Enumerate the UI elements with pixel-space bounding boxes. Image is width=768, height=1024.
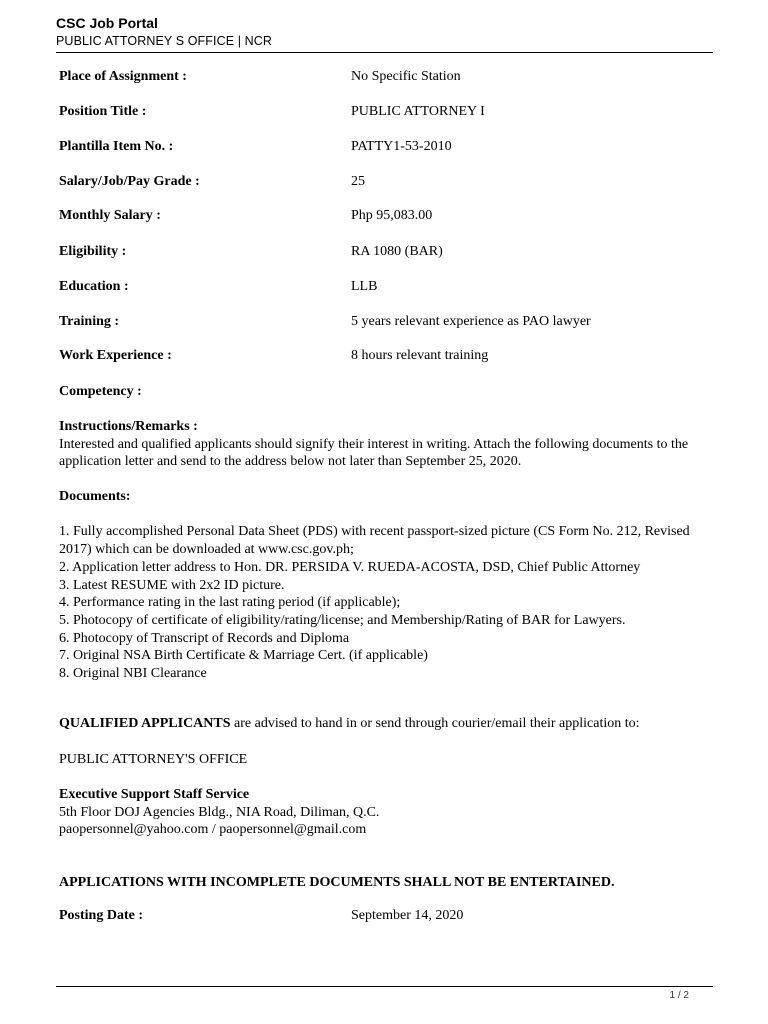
field-value: RA 1080 (BAR) [351, 244, 443, 259]
address-block [59, 786, 709, 839]
document-item: 7. Original NSA Birth Certificate & Marriage Cert. (if applicable) [59, 648, 428, 664]
document-item: 6. Photocopy of Transcript of Records and Diploma [59, 630, 350, 646]
page-number: 1 / 2 [669, 990, 689, 1001]
field-value: 25 [351, 174, 365, 189]
field-label: Training : [59, 314, 120, 329]
field-label: Position Title : [59, 104, 147, 119]
address-unit: Executive Support Staff Service [59, 787, 250, 802]
address-line: 5th Floor DOJ Agencies Bldg., NIA Road, Diliman, Q.C. [59, 804, 380, 820]
qualified-applicants-text: are advised to hand in or send through courier/email their application to: [230, 716, 640, 731]
document-item: 5. Photocopy of certificate of eligibility/rating/license; and Membership/Rating of BAR for Lawyers. [59, 612, 626, 628]
field-plantilla-item [59, 139, 699, 159]
instructions-text: Interested and qualified applicants should signify their interest in writing. Attach the following documents to the application letter and send to the address below not later than September 25, 2020. [59, 436, 689, 470]
documents-list [59, 523, 709, 682]
field-posting-date [59, 908, 699, 928]
document-item: 2. Application letter address to Hon. DR. PERSIDA V. RUEDA-ACOSTA, DSD, Chief Public Attorney [59, 559, 641, 575]
field-value: 8 hours relevant training [351, 348, 489, 363]
field-label: Posting Date : [59, 908, 143, 923]
contact-emails: paopersonnel@yahoo.com / paopersonnel@gmail.com [59, 822, 367, 838]
field-label: Work Experience : [59, 348, 172, 363]
field-value: No Specific Station [351, 69, 461, 84]
document-item: 4. Performance rating in the last rating period (if applicable); [59, 595, 401, 611]
field-salary-grade [59, 174, 699, 194]
field-place-of-assignment [59, 69, 699, 89]
field-education [59, 279, 699, 299]
instructions-heading: Instructions/Remarks : [59, 419, 198, 434]
qualified-applicants-emphasis: QUALIFIED APPLICANTS [59, 716, 231, 731]
office-name: PUBLIC ATTORNEY'S OFFICE [59, 752, 248, 767]
field-label: Salary/Job/Pay Grade : [59, 174, 200, 189]
header-divider [56, 52, 713, 53]
field-position-title [59, 104, 699, 124]
field-value: September 14, 2020 [351, 908, 464, 923]
field-eligibility [59, 244, 699, 264]
documents-heading: Documents: [59, 489, 131, 504]
field-value: LLB [351, 279, 378, 294]
field-value: PATTY1-53-2010 [351, 139, 452, 154]
portal-title: CSC Job Portal [56, 15, 158, 31]
field-training [59, 314, 699, 334]
field-label: Place of Assignment : [59, 69, 187, 84]
field-label: Competency : [59, 384, 142, 399]
portal-subtitle: PUBLIC ATTORNEY S OFFICE | NCR [56, 34, 273, 48]
field-monthly-salary [59, 208, 699, 228]
document-item: 8. Original NBI Clearance [59, 666, 207, 682]
field-value: PUBLIC ATTORNEY I [351, 104, 485, 119]
footer-divider [56, 986, 713, 987]
field-value: Php 95,083.00 [351, 208, 433, 223]
documents-section [59, 488, 709, 683]
document-item: 3. Latest RESUME with 2x2 ID picture. [59, 577, 285, 593]
field-label: Eligibility : [59, 244, 127, 259]
incomplete-documents-warning: APPLICATIONS WITH INCOMPLETE DOCUMENTS SHALL NOT BE ENTERTAINED. [59, 875, 615, 890]
instructions-section [59, 418, 709, 471]
document-item: 1. Fully accomplished Personal Data Sheet (PDS) with recent passport-sized picture (CS Form No. 212, Revised 2017) which can be downloaded at www.csc.gov.ph; [59, 524, 690, 558]
qualified-applicants-note [59, 715, 709, 733]
field-label: Education : [59, 279, 129, 294]
field-competency [59, 384, 699, 404]
field-label: Plantilla Item No. : [59, 139, 174, 154]
field-value: 5 years relevant experience as PAO lawyer [351, 314, 591, 329]
field-work-experience [59, 348, 699, 368]
field-label: Monthly Salary : [59, 208, 161, 223]
